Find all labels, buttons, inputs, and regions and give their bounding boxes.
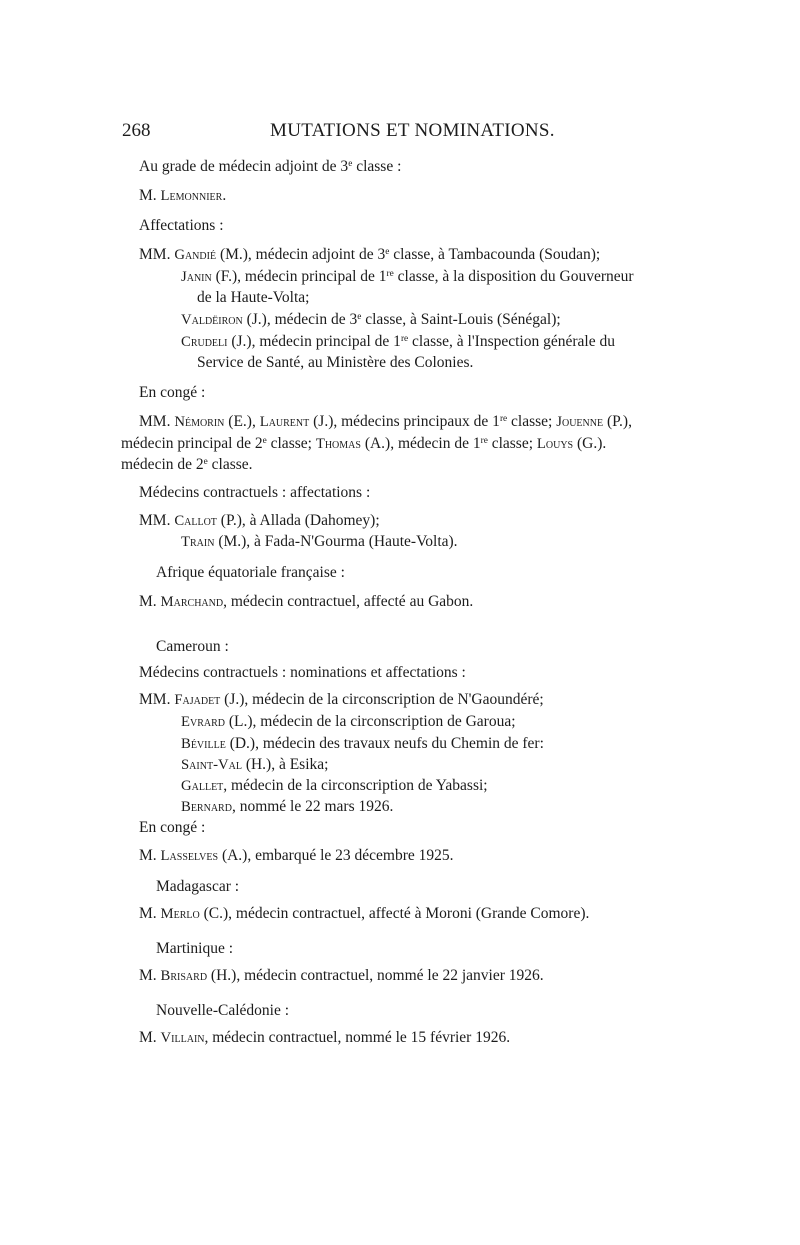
ordinal-suffix: re <box>499 413 508 424</box>
text-line <box>139 818 205 838</box>
text-line <box>139 186 226 206</box>
ordinal-suffix: e <box>262 435 267 446</box>
ordinal-suffix: re <box>386 268 394 279</box>
text-segment: classe, à Tambacounda (Soudan); <box>389 246 601 263</box>
page-number: 268 <box>122 120 151 141</box>
text-segment: MM. <box>139 413 175 430</box>
text-segment: Au grade de médecin adjoint de 3 <box>139 158 349 175</box>
text-segment: médecin de 2 <box>121 456 204 473</box>
text-line <box>156 1001 289 1021</box>
text-segment: Martinique : <box>156 940 234 957</box>
text-line <box>197 353 473 373</box>
person-name: Béville <box>181 736 226 752</box>
text-line <box>139 216 224 236</box>
text-line <box>181 776 488 796</box>
person-name: Bernard <box>181 799 232 815</box>
text-segment: M. <box>139 905 161 922</box>
text-segment: Madagascar : <box>156 878 240 895</box>
text-segment: classe. <box>207 456 253 473</box>
text-line <box>156 877 239 897</box>
text-segment: , médecin contractuel, affecté au Gabon. <box>223 593 474 610</box>
text-line <box>139 592 473 612</box>
text-segment: MM. <box>139 691 175 708</box>
text-line <box>181 532 458 552</box>
text-line <box>139 966 544 986</box>
text-line <box>181 332 615 352</box>
text-line <box>181 755 328 775</box>
text-segment: Cameroun : <box>156 638 229 655</box>
text-segment: (L.), médecin de la circonscription de Garoua; <box>225 713 516 730</box>
text-segment: (F.), médecin principal de 1 <box>211 268 387 285</box>
text-segment: classe; <box>266 435 316 452</box>
text-line <box>121 434 606 454</box>
person-name: Janin <box>181 269 212 285</box>
text-segment: En congé : <box>139 819 206 836</box>
person-name: Saint-Val <box>181 757 242 773</box>
text-segment: Afrique équatoriale française : <box>156 564 345 581</box>
text-line <box>139 157 401 177</box>
person-name: Gandié <box>174 247 217 263</box>
text-segment: . <box>222 187 227 204</box>
text-segment: Médecins contractuels : nominations et affectations : <box>139 664 466 681</box>
text-segment: M. <box>139 967 161 984</box>
text-line <box>181 734 544 754</box>
text-segment: , médecin contractuel, nommé le 15 février 1926. <box>204 1029 511 1046</box>
text-segment: (H.), à Esika; <box>241 756 329 773</box>
ordinal-suffix: e <box>348 158 353 169</box>
person-name: Némorin <box>174 414 225 430</box>
text-segment: M. <box>139 187 161 204</box>
text-segment: (A.), embarqué le 23 décembre 1925. <box>218 847 454 864</box>
person-name: Lemonnier <box>160 188 223 204</box>
text-segment: (J.), médecin principal de 1 <box>227 333 401 350</box>
person-name: Lasselves <box>160 848 219 864</box>
text-segment: MM. <box>139 246 175 263</box>
text-segment: classe, à la disposition du Gouverneur <box>393 268 634 285</box>
text-segment: classe; <box>507 413 557 430</box>
text-segment: (G.). <box>573 435 607 452</box>
text-segment: (J.), médecin de la circonscription de N'Gaoundéré; <box>220 691 544 708</box>
text-line <box>197 288 309 308</box>
text-line <box>156 637 229 657</box>
person-name: Merlo <box>160 906 200 922</box>
text-line <box>139 483 370 503</box>
text-line <box>139 412 632 432</box>
person-name: Marchand <box>160 594 224 610</box>
person-name: Fajadet <box>174 692 221 708</box>
text-segment: (M.), à Fada-N'Gourma (Haute-Volta). <box>214 533 458 550</box>
text-line <box>156 939 233 959</box>
text-line <box>139 383 205 403</box>
text-line <box>156 563 345 583</box>
text-segment: (A.), médecin de 1 <box>360 435 481 452</box>
text-line <box>121 455 253 475</box>
person-name: Thomas <box>315 436 361 452</box>
text-line <box>139 663 466 683</box>
person-name: Train <box>181 534 215 550</box>
person-name: Callot <box>174 513 217 529</box>
text-segment: (J.), médecin de 3 <box>242 311 358 328</box>
text-segment: de la Haute-Volta; <box>197 289 310 306</box>
text-line <box>181 712 516 732</box>
text-segment: Service de Santé, au Ministère des Colonies. <box>197 354 474 371</box>
person-name: Jouenne <box>556 414 604 430</box>
text-segment: médecin principal de 2 <box>121 435 263 452</box>
text-segment: classe : <box>352 158 402 175</box>
text-segment: (P.), à Allada (Dahomey); <box>216 512 380 529</box>
text-segment: M. <box>139 847 161 864</box>
text-line <box>139 511 380 531</box>
ordinal-suffix: e <box>357 311 362 322</box>
text-segment: (H.), médecin contractuel, nommé le 22 janvier 1926. <box>207 967 544 984</box>
text-segment: , médecin de la circonscription de Yabassi; <box>223 777 488 794</box>
text-segment: (C.), médecin contractuel, affecté à Moroni (Grande Comore). <box>199 905 590 922</box>
text-segment: classe, à l'Inspection générale du <box>408 333 615 350</box>
text-segment: Nouvelle-Calédonie : <box>156 1002 289 1019</box>
ordinal-suffix: re <box>480 435 488 446</box>
text-line <box>139 1028 510 1048</box>
text-segment: (E.), <box>224 413 260 430</box>
text-line <box>139 846 454 866</box>
text-segment: (M.), médecin adjoint de 3 <box>216 246 386 263</box>
text-segment: , nommé le 22 mars 1926. <box>231 798 394 815</box>
text-segment: Affectations : <box>139 217 224 234</box>
running-head: MUTATIONS ET NOMINATIONS. <box>270 120 555 141</box>
person-name: Crudeli <box>181 334 228 350</box>
text-segment: (D.), médecin des travaux neufs du Chemin de fer: <box>225 735 544 752</box>
ordinal-suffix: e <box>203 456 208 467</box>
text-segment: Médecins contractuels : affectations : <box>139 484 371 501</box>
text-segment: (P.), <box>603 413 632 430</box>
person-name: Villain <box>160 1030 205 1046</box>
text-line <box>181 267 634 287</box>
text-segment: MM. <box>139 512 175 529</box>
person-name: Brisard <box>160 968 208 984</box>
person-name: Laurent <box>259 414 310 430</box>
text-segment: En congé : <box>139 384 206 401</box>
text-segment: classe; <box>487 435 537 452</box>
person-name: Gallet <box>181 778 224 794</box>
text-segment: M. <box>139 593 161 610</box>
text-line <box>139 904 589 924</box>
text-segment: (J.), médecins principaux de 1 <box>309 413 500 430</box>
text-segment: M. <box>139 1029 161 1046</box>
person-name: Valdëiron <box>181 312 243 328</box>
ordinal-suffix: re <box>400 333 409 344</box>
ordinal-suffix: e <box>385 246 390 257</box>
text-line <box>181 310 561 330</box>
text-segment: classe, à Saint-Louis (Sénégal); <box>361 311 561 328</box>
person-name: Louys <box>536 436 574 452</box>
text-line <box>139 690 544 710</box>
text-line <box>139 245 600 265</box>
text-line <box>181 797 393 817</box>
person-name: Evrard <box>181 714 225 730</box>
